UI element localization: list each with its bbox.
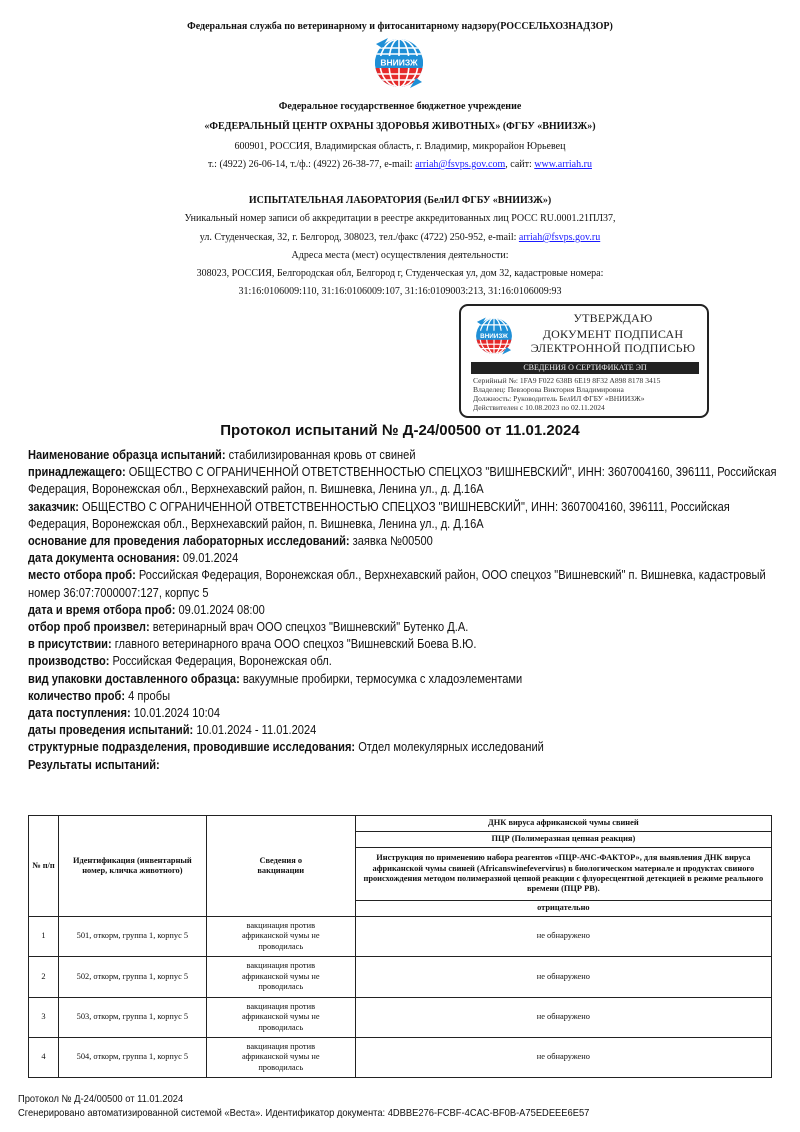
table-row: 2 502, откорм, группа 1, корпус 5 вакцинация против африканской чумы не проводилась не обнаружено <box>29 957 772 998</box>
stamp-serial: Серийный №: 1FA9 F022 638B 6E19 8F32 A898 8178 3415 <box>473 376 661 385</box>
header-identification: Идентификация (инвентарный номер, кличка животного) <box>58 816 206 917</box>
field-receipt-date: дата поступления: 10.01.2024 10:04 <box>28 706 221 721</box>
footer-generated: Сгенерировано автоматизированной системой «Веста». Идентификатор документа: 4DBBE276-FCBF-4CAC-BF0B-A75EDEEE6E57 <box>18 1108 590 1119</box>
header-norm: отрицательно <box>355 901 771 917</box>
lab-title: ИСПЫТАТЕЛЬНАЯ ЛАБОРАТОРИЯ (БелИЛ ФГБУ «ВНИИЗЖ») <box>248 195 552 206</box>
lab-email-link[interactable]: arriah@fsvps.gov.ru <box>518 232 601 243</box>
globe-logo-icon <box>471 314 517 358</box>
svg-text:ВНИИЗЖ: ВНИИЗЖ <box>380 57 418 68</box>
field-sample-name: Наименование образца испытаний: стабилизированная кровь от свиней <box>28 448 416 462</box>
institution-type: Федеральное государственное бюджетное учреждение <box>278 101 522 112</box>
result-cell: не обнаружено <box>355 917 771 957</box>
globe-logo-icon <box>368 34 430 92</box>
document-title: Протокол испытаний № Д-24/00500 от 11.01.2024 <box>220 422 580 439</box>
lab-address <box>0 232 800 243</box>
field-departments: структурные подразделения, проводившие исследования: Отдел молекулярных исследований <box>28 740 544 755</box>
institution-site-link[interactable]: www.arriah.ru <box>534 159 592 170</box>
table-row: 4 504, откорм, группа 1, корпус 5 вакцинация против африканской чумы не проводилась не обнаружено <box>29 1038 772 1078</box>
sample-fields <box>28 447 778 774</box>
result-cell: не обнаружено <box>355 1038 771 1078</box>
stamp-position: Должность: Руководитель БелИЛ ФГБУ «ВНИИЗЖ» <box>473 394 645 403</box>
header-instruction: Инструкция по применению набора реагентов «ПЦР-АЧС-ФАКТОР», для выявления ДНК вируса африканской чумы свиней (Africanswinefevervirus) в биологическом материале и продуктах свиного происхождения методом полимеразной цепной реакции с флуоресцентной детекцией в режиме реального времени (ПЦР РВ). <box>355 848 771 901</box>
institution-email-link[interactable]: arriah@fsvps.gov.com <box>415 159 506 170</box>
header-method: ПЦР (Полимеразная цепная реакция) <box>355 832 771 848</box>
svg-text:ВНИИЗЖ: ВНИИЗЖ <box>480 332 508 340</box>
footer-protocol: Протокол № Д-24/00500 от 11.01.2024 <box>18 1094 184 1105</box>
field-customer: заказчик: ОБЩЕСТВО С ОГРАНИЧЕННОЙ ОТВЕТСТВЕННОСТЬЮ СПЕЦХОЗ "ВИШНЕВСКИЙ", ИНН: 3607004160, 396111, Российская Федерация, Воронежская обл., Верхнехавский район, п. Вишневка, Ленина ул., д. Д.16А <box>28 499 730 531</box>
table-row: 3 503, откорм, группа 1, корпус 5 вакцинация против африканской чумы не проводилась не обнаружено <box>29 998 772 1038</box>
stamp-logo <box>471 314 517 358</box>
header-vaccination: Сведения о вакцинации <box>206 816 355 917</box>
result-cell: не обнаружено <box>355 998 771 1038</box>
electronic-signature-stamp <box>459 304 709 418</box>
agency-name: Федеральная служба по ветеринарному и фитосанитарному надзору(РОССЕЛЬХОЗНАДЗОР) <box>187 21 613 32</box>
field-owner: принадлежащего: ОБЩЕСТВО С ОГРАНИЧЕННОЙ ОТВЕТСТВЕННОСТЬЮ СПЕЦХОЗ "ВИШНЕВСКИЙ", ИНН: 3607004160, 396111, Российская Федерация, Воронежская обл., Верхнехавский район, п. Вишневка, Ленина ул., д. Д.16А <box>28 465 777 497</box>
contacts-phones: т.: (4922) 26-06-14, т./ф.: (4922) 26-38-77, e-mail: <box>208 159 416 170</box>
field-production: производство: Российская Федерация, Воронежская обл. <box>28 654 332 669</box>
field-test-dates: даты проведения испытаний: 10.01.2024 - 11.01.2024 <box>28 723 317 738</box>
institution-contacts <box>0 159 800 170</box>
table-row: 1 501, откорм, группа 1, корпус 5 вакцинация против африканской чумы не проводилась не обнаружено <box>29 917 772 957</box>
field-sample-count: количество проб: 4 пробы <box>28 688 171 703</box>
site-label: , сайт: <box>505 159 535 170</box>
stamp-owner: Владелец: Певзорова Виктория Владимировна <box>473 385 624 394</box>
field-in-presence: в присутствии: главного ветеринарного врача ООО спецхоз "Вишневский Боева В.Ю. <box>28 637 477 652</box>
header-num: № п/п <box>29 816 59 917</box>
result-cell: не обнаружено <box>355 957 771 998</box>
lab-activity-address: 308023, РОССИЯ, Белгородская обл, Белгород г, Студенческая ул, дом 32, кадастровые номера: <box>196 268 604 279</box>
field-basis: основание для проведения лабораторных исследований: заявка №00500 <box>28 534 433 549</box>
field-basis-date: дата документа основания: 09.01.2024 <box>28 551 239 566</box>
field-packaging: вид упаковки доставленного образца: вакуумные пробирки, термосумка с хладоэлементами <box>28 671 523 686</box>
field-sampling-place: место отбора проб: Российская Федерация, Воронежская обл., Верхнехавский район, ООО спецхоз "Вишневский" п. Вишневка, кадастровый номер 36:07:7000007:127, корпус 5 <box>28 568 766 600</box>
header-indicator: ДНК вируса африканской чумы свиней <box>355 816 771 832</box>
field-sampled-by: отбор проб произвел: ветеринарный врач ООО спецхоз "Вишневский" Бутенко Д.А. <box>28 620 469 635</box>
lab-address-text: ул. Студенческая, 32, г. Белгород, 308023, тел./факс (4722) 250-952, e-mail: <box>199 232 519 243</box>
field-sampling-datetime: дата и время отбора проб: 09.01.2024 08:00 <box>28 602 265 617</box>
lab-accreditation: Уникальный номер записи об аккредитации в реестре аккредитованных лиц РОСС RU.0001.21ПЛ37, <box>184 213 616 224</box>
stamp-certificate-bar: СВЕДЕНИЯ О СЕРТИФИКАТЕ ЭП <box>471 362 699 374</box>
stamp-signed: ДОКУМЕНТ ПОДПИСАН <box>542 327 684 341</box>
institution-name: «ФЕДЕРАЛЬНЫЙ ЦЕНТР ОХРАНЫ ЗДОРОВЬЯ ЖИВОТНЫХ» (ФГБУ «ВНИИЗЖ») <box>204 121 596 132</box>
results-heading: Результаты испытаний: <box>28 757 160 772</box>
stamp-electronic: ЭЛЕКТРОННОЙ ПОДПИСЬЮ <box>530 341 696 355</box>
stamp-validity: Действителен с 10.08.2023 по 02.11.2024 <box>473 403 605 412</box>
lab-cadastral-numbers: 31:16:0106009:110, 31:16:0106009:107, 31:16:0109003:213, 31:16:0106009:93 <box>238 286 562 297</box>
vniizzh-logo <box>368 34 430 92</box>
lab-activity-title: Адреса места (мест) осуществления деятельности: <box>291 250 509 261</box>
stamp-approve: УТВЕРЖДАЮ <box>573 311 653 325</box>
institution-address: 600901, РОССИЯ, Владимирская область, г. Владимир, микрорайон Юрьевец <box>234 141 566 152</box>
results-table <box>28 815 772 1078</box>
